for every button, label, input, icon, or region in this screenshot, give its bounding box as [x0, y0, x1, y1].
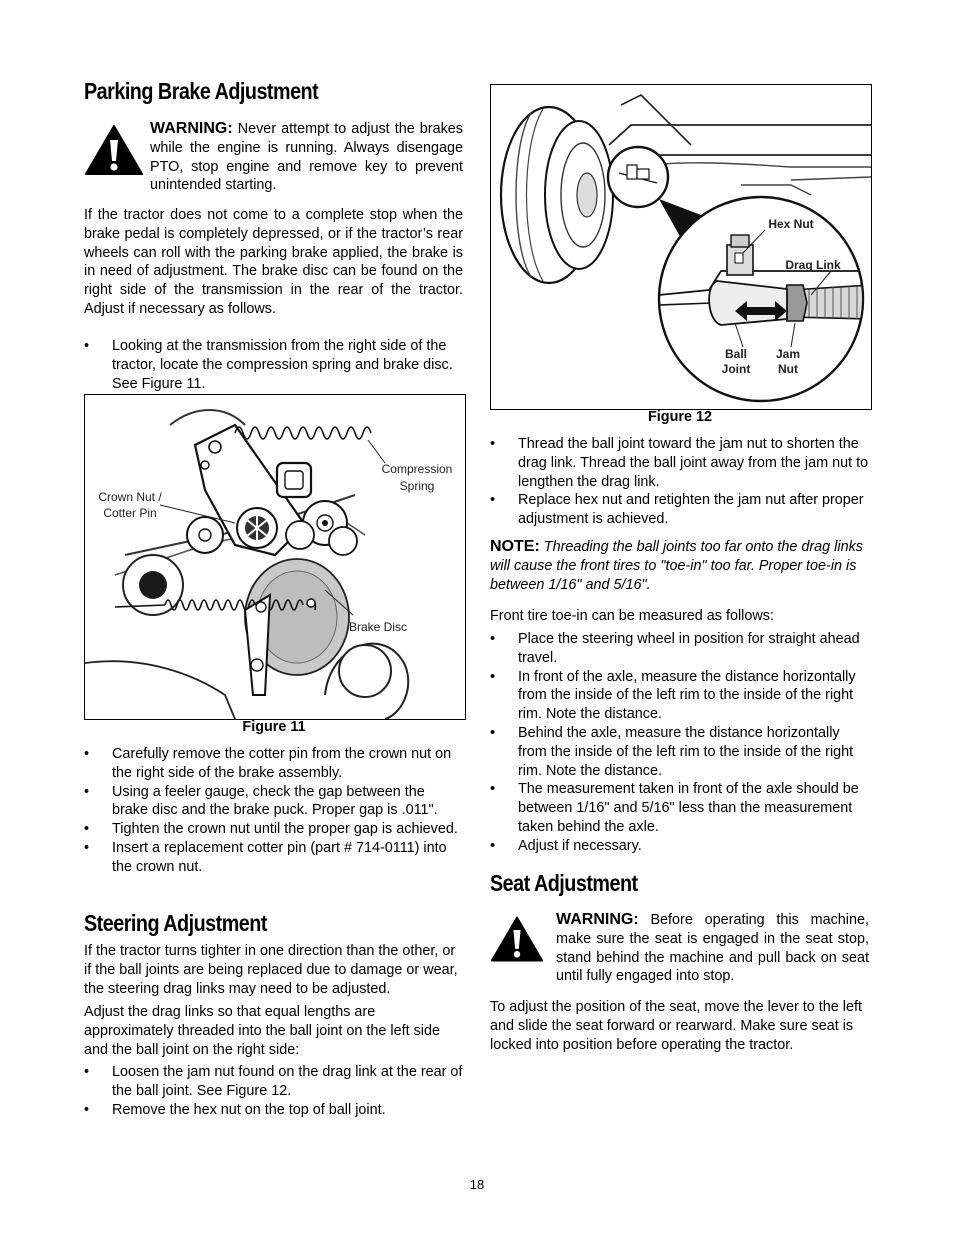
- steering-p1: If the tractor turns tighter in one direction than the other, or if the ball joints are being replaced due to damage or wear, the steering drag links may need to be adjusted.: [84, 943, 458, 997]
- toe-in-bullets: [490, 630, 872, 856]
- label-joint: Joint: [721, 362, 751, 376]
- steering-p2: Adjust the drag links so that equal lengths are approximately threaded into the ball joint on the left side and the ball joint on the right side:: [84, 1004, 440, 1058]
- parking-warning: [150, 120, 463, 195]
- label-brake-disc: Brake Disc: [349, 620, 408, 634]
- list-item: • Thread the ball joint toward the jam nut to shorten the drag link. Thread the ball joint away from the jam nut to lengthen the drag link.: [490, 436, 869, 490]
- warning-text: Never attempt to adjust the brakes while the engine is running. Always disengage PTO, stop engine and remove key to prevent unintended starting.: [150, 121, 463, 194]
- label-nut: Nut: [778, 362, 798, 376]
- page-number: 18: [469, 1177, 485, 1192]
- figure-12: [490, 84, 872, 410]
- brake-assembly-illustration: [85, 395, 465, 719]
- parking-bullets-a: [84, 337, 464, 393]
- warning-label: WARNING:: [150, 120, 233, 137]
- steering-heading: Steering Adjustment: [84, 910, 267, 936]
- list-item: • The measurement taken in front of the axle should be between 1/16" and 5/16" less than the measurement taken behind the axle.: [490, 781, 859, 835]
- seat-paragraph: To adjust the position of the seat, move the lever to the left and slide the seat forward or rearward. Make sure seat is locked into position before operating the tractor.: [490, 999, 862, 1053]
- drag-link-bullets: [490, 435, 872, 529]
- list-item: • In front of the axle, measure the distance horizontally from the inside of the left rim to the inside of the right rim. Note the distance.: [490, 668, 856, 723]
- list-item: • Using a feeler gauge, check the gap between the brake disc and the brake puck. Proper gap is .011".: [84, 783, 438, 819]
- warning-triangle-icon: [84, 124, 144, 176]
- list-item: • Replace hex nut and retighten the jam nut after proper adjustment is achieved.: [490, 492, 864, 528]
- list-item: • Adjust if necessary.: [490, 837, 642, 854]
- list-item: • Insert a replacement cotter pin (part # 714-0111) into the crown nut.: [84, 839, 447, 875]
- warning-label: WARNING:: [556, 911, 639, 928]
- list-item: • Tighten the crown nut until the proper gap is achieved.: [84, 821, 458, 838]
- toe-in-intro: Front tire toe-in can be measured as follows:: [490, 608, 774, 624]
- seat-adjustment-heading: Seat Adjustment: [490, 870, 638, 896]
- label-jam: Jam: [775, 347, 801, 361]
- label-ball: Ball: [724, 347, 748, 361]
- parking-brake-heading: Parking Brake Adjustment: [84, 78, 319, 104]
- list-item: • Place the steering wheel in position for straight ahead travel.: [490, 631, 860, 666]
- figure-11-caption: Figure 11: [242, 719, 306, 735]
- seat-warning: [556, 911, 869, 986]
- warning-triangle-icon: [490, 914, 544, 964]
- list-item: • Loosen the jam nut found on the drag link at the rear of the ball joint. See Figure 12.: [84, 1064, 463, 1099]
- label-drag-link: Drag Link: [785, 258, 841, 272]
- list-item: • Looking at the transmission from the right side of the tractor, locate the compression spring and brake disc. See Figure 11.: [84, 338, 453, 392]
- note-text: Threading the ball joints too far onto the drag links will cause the front tires to "toe-in" too far. Proper toe-in is between 1/16" and 5/16".: [490, 539, 863, 593]
- parking-bullets-b: [84, 745, 464, 877]
- list-item: • Behind the axle, measure the distance horizontally from the inside of the left rim to the inside of the right rim. Note the distance.: [490, 724, 854, 779]
- list-item: • Carefully remove the cotter pin from the crown nut on the right side of the brake assembly.: [84, 746, 452, 781]
- figure-12-caption: Figure 12: [648, 409, 712, 425]
- drag-link-illustration: [491, 85, 871, 409]
- label-compression-spring-2: Spring: [399, 479, 435, 493]
- list-item: • Remove the hex nut on the top of ball joint.: [84, 1101, 386, 1118]
- figure-11: [84, 394, 466, 720]
- note-label: NOTE:: [490, 538, 540, 555]
- steering-bullets: [84, 1063, 464, 1119]
- label-compression-spring: Compression: [381, 462, 453, 476]
- label-hex-nut: Hex Nut: [768, 217, 814, 231]
- toe-in-note: [490, 538, 872, 594]
- parking-intro: If the tractor does not come to a complete stop when the brake pedal is completely depressed, or if the tractor’s rear wheels can roll with the parking brake applied, the brake is in need of adjustment. The brake disc can be found on the right side of the transmission in the rear of the tractor. Adjust if necessary as follows.: [84, 207, 463, 317]
- label-crown-nut: Crown Nut /: [98, 490, 162, 504]
- label-cotter-pin: Cotter Pin: [103, 506, 157, 520]
- warning-text: Before operating this machine, make sure the seat is engaged in the seat stop, stand behind the machine and pull back on seat until fully engaged into stop.: [556, 912, 870, 985]
